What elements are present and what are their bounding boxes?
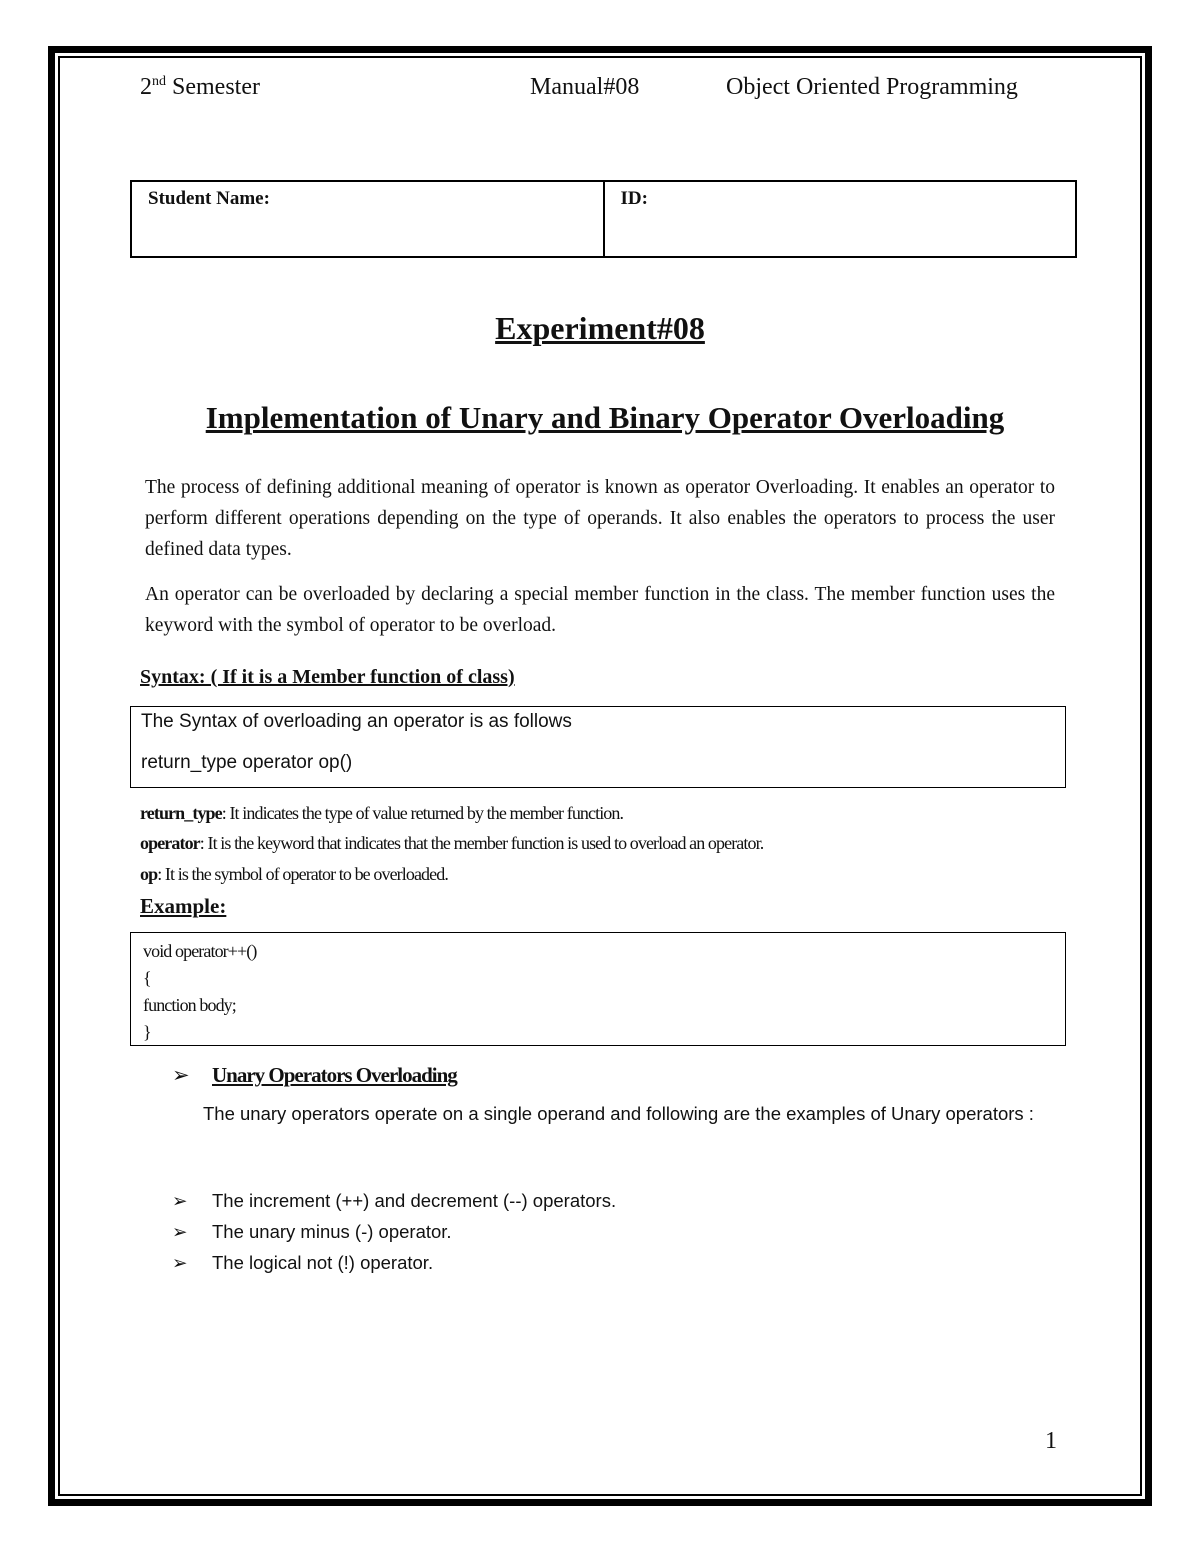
example-heading: Example: <box>140 894 227 918</box>
page-number: 1 <box>1045 1428 1057 1454</box>
arrow-bullet-icon: ➢ <box>172 1221 188 1242</box>
experiment-title: Experiment#08 <box>495 310 705 346</box>
arrow-bullet-icon: ➢ <box>172 1063 190 1087</box>
syntax-box <box>130 706 1066 788</box>
unary-heading-text: Unary Operators Overloading <box>212 1063 457 1087</box>
code-line: function body; <box>143 995 236 1015</box>
arrow-bullet-icon: ➢ <box>172 1190 188 1211</box>
syntax-line: The Syntax of overloading an operator is as follows <box>141 711 572 732</box>
definition-operator: operator: It is the keyword that indicates that the member function is used to overload an operator. <box>140 833 764 853</box>
student-name-label: Student Name: <box>148 188 270 209</box>
code-line: void operator++() <box>143 941 257 961</box>
student-id-label: ID: <box>620 188 648 209</box>
code-line: } <box>143 1022 151 1042</box>
definition-return-type: return_type: It indicates the type of value returned by the member function. <box>140 803 624 823</box>
arrow-bullet-icon: ➢ <box>172 1252 188 1273</box>
unary-description: The unary operators operate on a single operand and following are the examples of Unary operators : <box>203 1103 1034 1124</box>
intro-paragraph: An operator can be overloaded by declaring a special member function in the class. The member function uses the keyword with the symbol of operator to be overload. <box>145 584 1055 636</box>
unary-section-heading <box>172 1063 457 1088</box>
student-info-table <box>130 180 1077 258</box>
student-id-field[interactable] <box>604 181 1077 257</box>
code-line: { <box>143 968 151 988</box>
student-name-field[interactable] <box>131 181 604 257</box>
list-item: ➢ The unary minus (-) operator. <box>172 1221 452 1242</box>
main-title: Implementation of Unary and Binary Operator Overloading <box>205 400 1005 435</box>
intro-paragraph: The process of defining additional meaning of operator is known as operator Overloading. It enables an operator to perform different operations depending on the type of operands. It also enables the operators to process the user defined data types. <box>145 477 1055 560</box>
syntax-heading: Syntax: ( If it is a Member function of class) <box>140 666 515 688</box>
syntax-line: return_type operator op() <box>141 752 353 773</box>
example-code-box <box>130 932 1066 1046</box>
header-manual: Manual#08 <box>530 74 640 100</box>
list-item: ➢ The logical not (!) operator. <box>172 1252 434 1273</box>
header-course: Object Oriented Programming <box>726 74 1018 100</box>
header-semester: 2nd Semester <box>140 74 260 100</box>
definition-op: op: It is the symbol of operator to be overloaded. <box>140 864 448 884</box>
list-item: ➢ The increment (++) and decrement (--) operators. <box>172 1190 617 1211</box>
